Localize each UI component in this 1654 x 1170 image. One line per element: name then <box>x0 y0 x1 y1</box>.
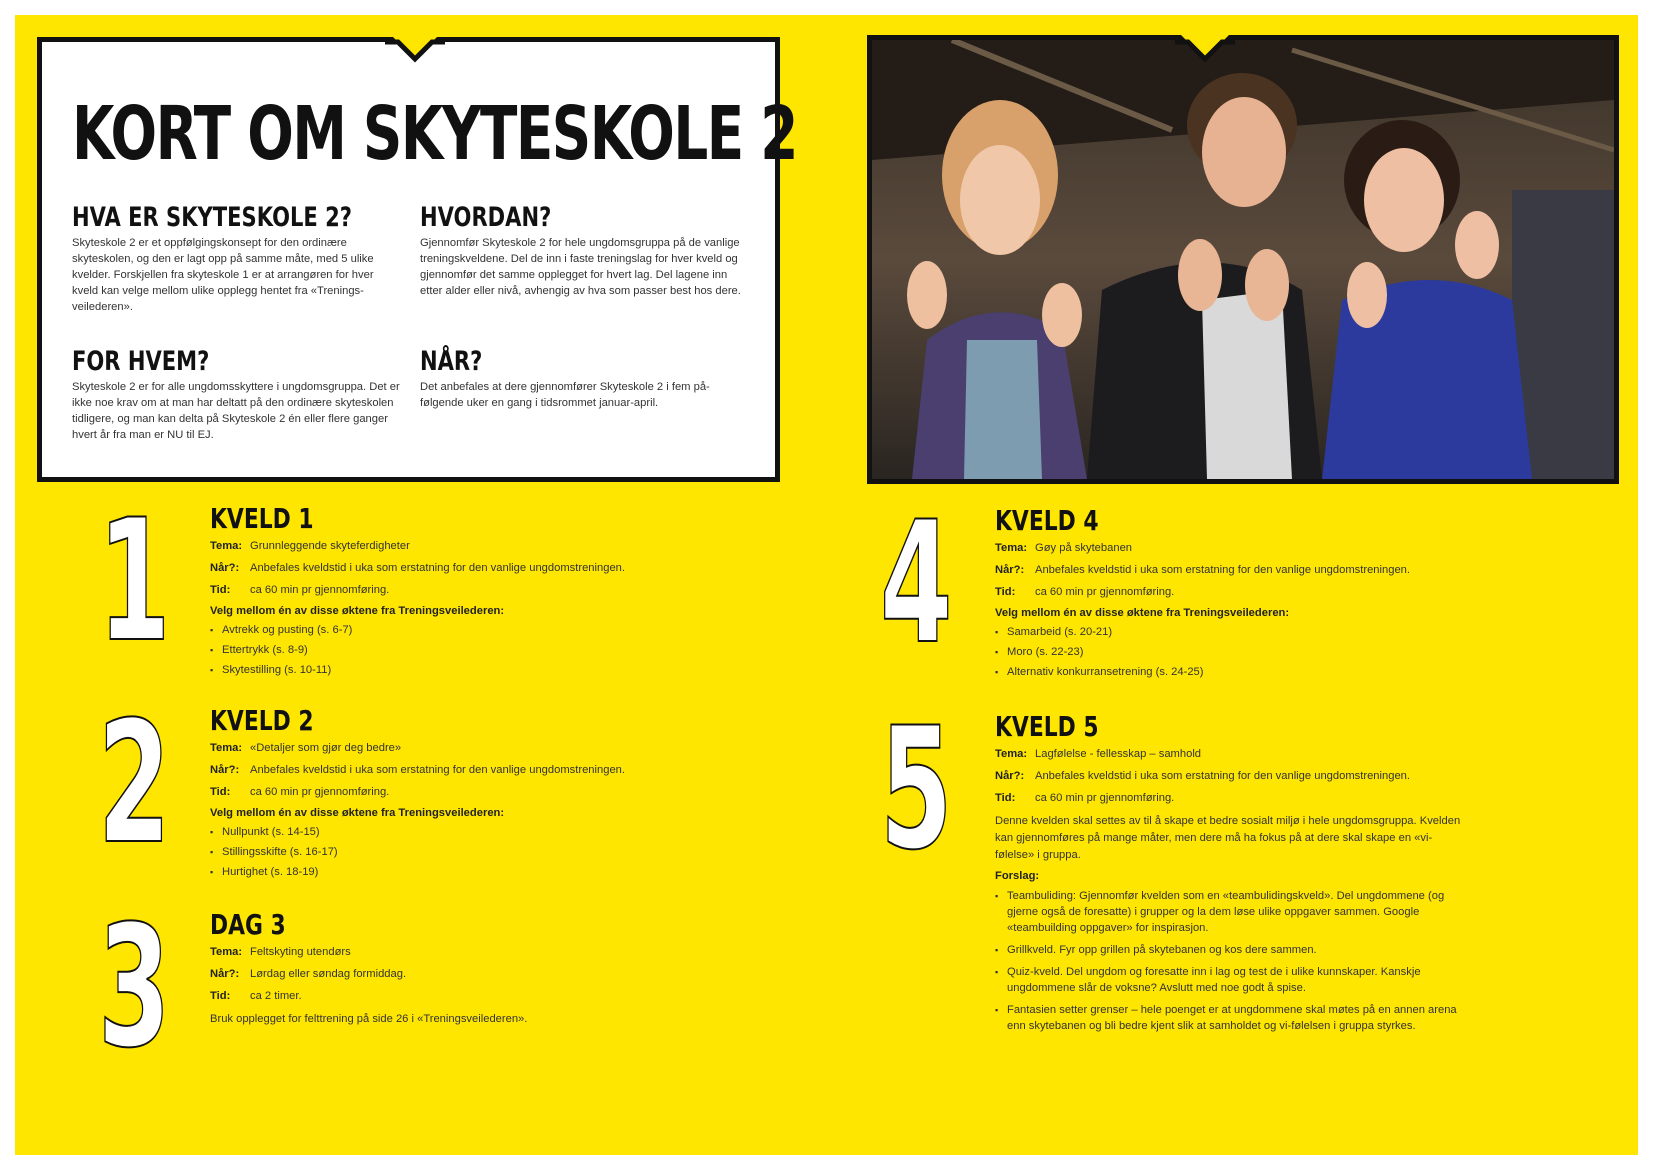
forslag-heading: Forslag: <box>995 870 1040 882</box>
dag-3-note: Bruk opplegget for felttrening på side 26 i «Treningsveilederen». <box>210 1013 528 1025</box>
tid-label: Tid: <box>995 586 1016 598</box>
photo-three-youths-thumbs-up <box>872 40 1614 479</box>
kveld-5-list <box>995 888 1465 1034</box>
dag-3-nar <box>210 967 730 981</box>
list-item: ▪ Teambuliding: Gjennomfør kvelden som en «teambulidingskveld». Del ungdommene (og gjerne også de foresatte) i grupper og la dem løse ulike oppgaver sammen. Google «teambuilding oppgaver» for inspirasjon. <box>995 888 1465 936</box>
kveld-2-tid <box>210 785 730 799</box>
nar-value: Lørdag eller søndag formiddag. <box>250 968 407 980</box>
nar-label: Når?: <box>210 764 240 776</box>
list-item: ▪ Nullpunkt (s. 14-15) <box>210 825 730 839</box>
photo-frame <box>867 35 1619 484</box>
list-item: ▪ Alternativ konkurransetrening (s. 24-25) <box>995 665 1515 679</box>
tema-label: Tema: <box>995 542 1028 554</box>
section-how-text: Gjennomfør Skyteskole 2 for hele ungdomsgruppa på de vanlige treningskveldene. Del de inn i faste treningslag for hver kveld og gjennomfør det samme opplegget for hvert lag. Del lagene inn etter alder eller nivå, avhengig av hva som passer best hos dere. <box>420 237 741 297</box>
tid-value: ca 60 min pr gjennomføring. <box>250 786 390 798</box>
kveld-2-title: KVELD 2 <box>210 704 314 737</box>
kveld-2-nar <box>210 763 730 777</box>
kveld-1-list <box>210 623 730 677</box>
section-what-text: Skyteskole 2 er et oppfølgingskonsept for den ordinære skyteskolen, og den er lagt opp på samme måte, med 5 ulike kvelder. Forskjellen fra skyteskole 1 er at arrangøren for hver kveld kan velge mellom ulike opplegg hentet fra «Trenings-veilederen». <box>72 237 374 313</box>
tema-value: Lagfølelse - fellesskap – samhold <box>1035 748 1202 760</box>
tid-label: Tid: <box>210 786 231 798</box>
number-3: 3 <box>98 889 171 1085</box>
section-when <box>420 348 750 411</box>
tema-label: Tema: <box>210 742 243 754</box>
notch-decoration <box>385 29 445 63</box>
kveld-5-desc: Denne kvelden skal settes av til å skape et bedre sosialt miljø i hele ungdomsgruppa. Kvelden kan gjennomføres på mange måter, men dere må ha fokus på at dere skal skape en «vi-følelse» i gruppa. <box>995 815 1461 861</box>
tema-value: Grunnleggende skyteferdigheter <box>250 540 410 552</box>
section-who <box>72 348 402 443</box>
tema-label: Tema: <box>995 748 1028 760</box>
tid-label: Tid: <box>995 792 1016 804</box>
nar-value: Anbefales kveldstid i uka som erstatning for den vanlige ungdomstreningen. <box>250 562 626 574</box>
kveld-1-tema <box>210 539 730 553</box>
section-what-heading: HVA ER SKYTESKOLE 2? <box>72 202 353 233</box>
tid-label: Tid: <box>210 584 231 596</box>
tema-value: «Detaljer som gjør deg bedre» <box>250 742 402 754</box>
section-when-heading: NÅR? <box>420 346 483 377</box>
list-item: ▪ Hurtighet (s. 18-19) <box>210 865 730 879</box>
number-2: 2 <box>98 685 171 881</box>
nar-value: Anbefales kveldstid i uka som erstatning for den vanlige ungdomstreningen. <box>1035 770 1411 782</box>
tid-value: ca 60 min pr gjennomføring. <box>250 584 390 596</box>
list-item: ▪ Fantasien setter grenser – hele poenget er at ungdommene skal møtes på en annen arena enn skytebanen og bli bedre kjent slik at samholdet og vi-følelsen i gruppa styrkes. <box>995 1002 1465 1034</box>
list-item: ▪ Avtrekk og pusting (s. 6-7) <box>210 623 730 637</box>
page-background <box>15 15 1638 1155</box>
number-4: 4 <box>880 485 953 681</box>
list-item: ▪ Samarbeid (s. 20-21) <box>995 625 1515 639</box>
list-item: ▪ Stillingsskifte (s. 16-17) <box>210 845 730 859</box>
section-how-heading: HVORDAN? <box>420 202 552 233</box>
kveld-4-nar <box>995 563 1515 577</box>
kveld-2-block <box>210 704 730 885</box>
kveld-5-nar <box>995 769 1465 783</box>
nar-value: Anbefales kveldstid i uka som erstatning for den vanlige ungdomstreningen. <box>250 764 626 776</box>
kveld-5-title: KVELD 5 <box>995 710 1099 743</box>
tema-label: Tema: <box>210 540 243 552</box>
info-box <box>37 37 797 482</box>
choose-heading: Velg mellom én av disse øktene fra Treningsveilederen: <box>210 807 505 819</box>
page-title: KORT OM SKYTESKOLE 2 <box>72 91 797 177</box>
kveld-4-tema <box>995 541 1515 555</box>
nar-label: Når?: <box>995 770 1025 782</box>
kveld-5-tema <box>995 747 1465 761</box>
dag-3-title: DAG 3 <box>210 908 286 941</box>
nar-label: Når?: <box>210 968 240 980</box>
list-item: ▪ Moro (s. 22-23) <box>995 645 1515 659</box>
kveld-2-list <box>210 825 730 879</box>
photo-notch-decoration <box>1175 29 1235 63</box>
nar-label: Når?: <box>210 562 240 574</box>
choose-heading: Velg mellom én av disse øktene fra Treningsveilederen: <box>210 605 505 617</box>
kveld-4-title: KVELD 4 <box>995 504 1099 537</box>
section-how <box>420 204 750 299</box>
kveld-1-block <box>210 502 730 683</box>
kveld-4-tid <box>995 585 1515 599</box>
kveld-2-tema <box>210 741 730 755</box>
dag-3-tema <box>210 945 730 959</box>
kveld-1-nar <box>210 561 730 575</box>
tema-value: Gøy på skytebanen <box>1035 542 1133 554</box>
section-who-heading: FOR HVEM? <box>72 346 210 377</box>
number-1: 1 <box>98 483 171 679</box>
tid-value: ca 60 min pr gjennomføring. <box>1035 792 1175 804</box>
number-5: 5 <box>880 691 953 887</box>
list-item: ▪ Skytestilling (s. 10-11) <box>210 663 730 677</box>
section-who-text: Skyteskole 2 er for alle ungdomsskyttere i ungdomsgruppa. Det er ikke noe krav om at man har deltatt på den ordinære skyteskolen tidligere, og man kan delta på Skyteskole 2 én eller flere ganger hvert år fra man er NU til EJ. <box>72 381 400 441</box>
list-item: ▪ Grillkveld. Fyr opp grillen på skytebanen og kos dere sammen. <box>995 942 1465 958</box>
kveld-5-block <box>995 710 1465 1040</box>
tema-value: Feltskyting utendørs <box>250 946 351 958</box>
nar-label: Når?: <box>995 564 1025 576</box>
list-item: ▪ Ettertrykk (s. 8-9) <box>210 643 730 657</box>
tema-label: Tema: <box>210 946 243 958</box>
dag-3-block <box>210 908 730 1034</box>
section-when-text: Det anbefales at dere gjennomfører Skyteskole 2 i fem på-følgende uker en gang i tidsrommet januar-april. <box>420 381 710 409</box>
kveld-4-block <box>995 504 1515 685</box>
list-item: ▪ Quiz-kveld. Del ungdom og foresatte inn i lag og test de i ulike kunnskaper. Kanskje ungdommene slår de voksne? Avslutt med noe godt å spise. <box>995 964 1465 996</box>
kveld-1-title: KVELD 1 <box>210 502 314 535</box>
kveld-5-tid <box>995 791 1465 805</box>
tid-value: ca 2 timer. <box>250 990 302 1002</box>
choose-heading: Velg mellom én av disse øktene fra Treningsveilederen: <box>995 607 1290 619</box>
tid-label: Tid: <box>210 990 231 1002</box>
kveld-1-tid <box>210 583 730 597</box>
nar-value: Anbefales kveldstid i uka som erstatning for den vanlige ungdomstreningen. <box>1035 564 1411 576</box>
dag-3-tid <box>210 989 730 1003</box>
section-what <box>72 204 402 315</box>
tid-value: ca 60 min pr gjennomføring. <box>1035 586 1175 598</box>
kveld-4-list <box>995 625 1515 679</box>
